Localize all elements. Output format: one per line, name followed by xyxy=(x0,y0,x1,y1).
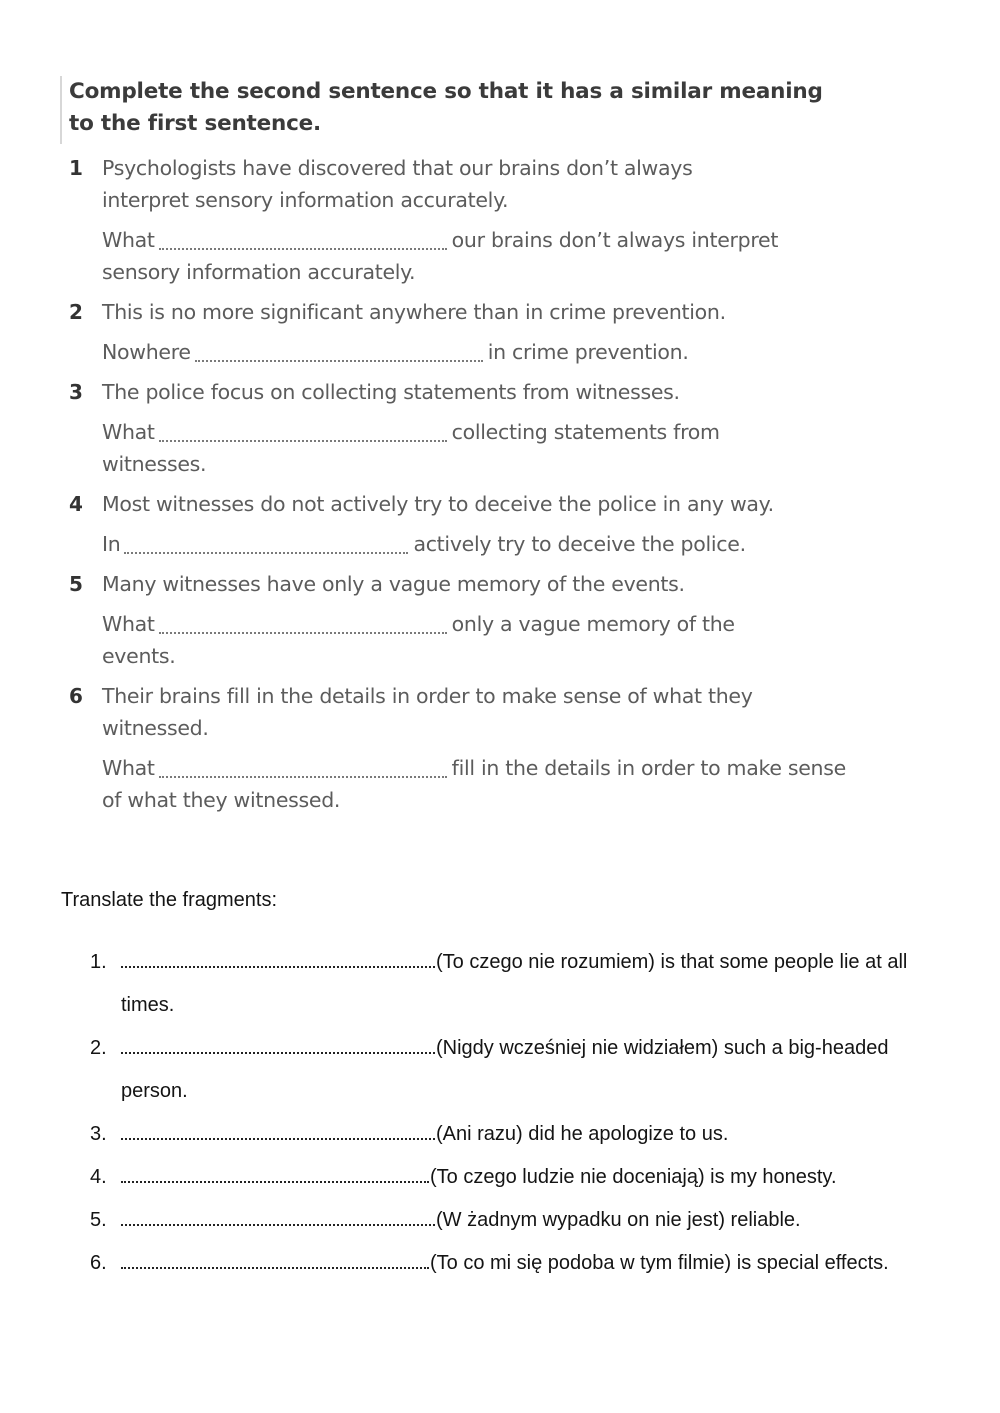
instruction-line-2: to the first sentence. xyxy=(69,111,322,136)
original-sentence: Psychologists have discovered that our brains don’t always interpret sensory information accurately. xyxy=(102,156,693,212)
exercise-item-3 xyxy=(60,376,920,480)
exercise-instruction xyxy=(69,76,920,140)
answer-blank[interactable] xyxy=(124,534,408,554)
item-number: 2 xyxy=(69,300,83,324)
rewrite-prompt xyxy=(102,416,742,480)
prompt-start: What xyxy=(102,228,155,252)
prompt-start: What xyxy=(102,420,155,444)
translation-item xyxy=(61,1027,921,1113)
item-number: 3 xyxy=(69,380,83,404)
item-number: 1. xyxy=(90,951,107,973)
answer-blank[interactable] xyxy=(121,1210,435,1226)
translation-prompt: (Ani razu) did he apologize to us. xyxy=(436,1123,729,1145)
prompt-end: our brains don’t always interpret sensory information accurately. xyxy=(102,228,779,284)
translation-prompt: (To czego nie rozumiem) is that some people lie at all times. xyxy=(121,951,908,1016)
answer-blank[interactable] xyxy=(159,422,447,442)
translation-item xyxy=(61,1156,961,1199)
prompt-start: In xyxy=(102,532,121,556)
translation-prompt: (To co mi się podoba w tym filmie) is special effects. xyxy=(430,1252,889,1274)
answer-blank[interactable] xyxy=(121,952,435,968)
sentence-transformation-exercise xyxy=(60,76,920,824)
translation-prompt: (Nigdy wcześniej nie widziałem) such a big-headed person. xyxy=(121,1037,889,1102)
item-number: 4. xyxy=(90,1166,107,1188)
rewrite-prompt xyxy=(102,528,920,560)
rewrite-prompt xyxy=(102,336,920,368)
item-number: 6. xyxy=(90,1252,107,1274)
translation-item xyxy=(61,1242,961,1285)
translation-list xyxy=(61,941,961,1285)
translation-item xyxy=(61,1199,961,1242)
answer-blank[interactable] xyxy=(195,342,483,362)
translation-prompt: (To czego ludzie nie doceniają) is my honesty. xyxy=(430,1166,837,1188)
prompt-end: collecting statements from witnesses. xyxy=(102,420,720,476)
prompt-start: Nowhere xyxy=(102,340,191,364)
prompt-start: What xyxy=(102,612,155,636)
original-sentence: The police focus on collecting statements from witnesses. xyxy=(102,380,680,404)
item-number: 5 xyxy=(69,572,83,596)
answer-blank[interactable] xyxy=(159,230,447,250)
translation-prompt: (W żadnym wypadku on nie jest) reliable. xyxy=(436,1209,801,1231)
answer-blank[interactable] xyxy=(121,1253,429,1269)
exercise-item-6 xyxy=(60,680,920,816)
original-sentence: This is no more significant anywhere than in crime prevention. xyxy=(102,300,726,324)
item-number: 4 xyxy=(69,492,83,516)
instruction-line-1: Complete the second sentence so that it has a similar meaning xyxy=(69,79,823,104)
answer-blank[interactable] xyxy=(159,614,447,634)
answer-blank[interactable] xyxy=(159,758,447,778)
item-number: 6 xyxy=(69,684,83,708)
prompt-start: What xyxy=(102,756,155,780)
original-sentence: Many witnesses have only a vague memory of the events. xyxy=(102,572,685,596)
item-number: 1 xyxy=(69,156,83,180)
rewrite-prompt xyxy=(102,224,862,288)
prompt-end: only a vague memory of the events. xyxy=(102,612,735,668)
prompt-end: fill in the details in order to make sense of what they witnessed. xyxy=(102,756,846,812)
rewrite-prompt xyxy=(102,608,762,672)
translation-item xyxy=(61,1113,961,1156)
exercise-items xyxy=(60,152,920,816)
exercise-item-5 xyxy=(60,568,920,672)
answer-blank[interactable] xyxy=(121,1167,429,1183)
item-number: 5. xyxy=(90,1209,107,1231)
original-sentence: Most witnesses do not actively try to deceive the police in any way. xyxy=(102,492,774,516)
answer-blank[interactable] xyxy=(121,1038,435,1054)
rewrite-prompt xyxy=(102,752,862,816)
exercise-item-4 xyxy=(60,488,920,560)
exercise-item-1 xyxy=(60,152,920,288)
translation-exercise xyxy=(61,885,961,1285)
original-sentence: Their brains fill in the details in order to make sense of what they witnessed. xyxy=(102,684,753,740)
translation-heading: Translate the fragments: xyxy=(61,889,278,911)
prompt-end: in crime prevention. xyxy=(487,340,689,364)
item-number: 2. xyxy=(90,1037,107,1059)
margin-rule xyxy=(60,76,62,144)
exercise-item-2 xyxy=(60,296,920,368)
prompt-end: actively try to deceive the police. xyxy=(413,532,746,556)
translation-item xyxy=(61,941,921,1027)
answer-blank[interactable] xyxy=(121,1124,435,1140)
item-number: 3. xyxy=(90,1123,107,1145)
